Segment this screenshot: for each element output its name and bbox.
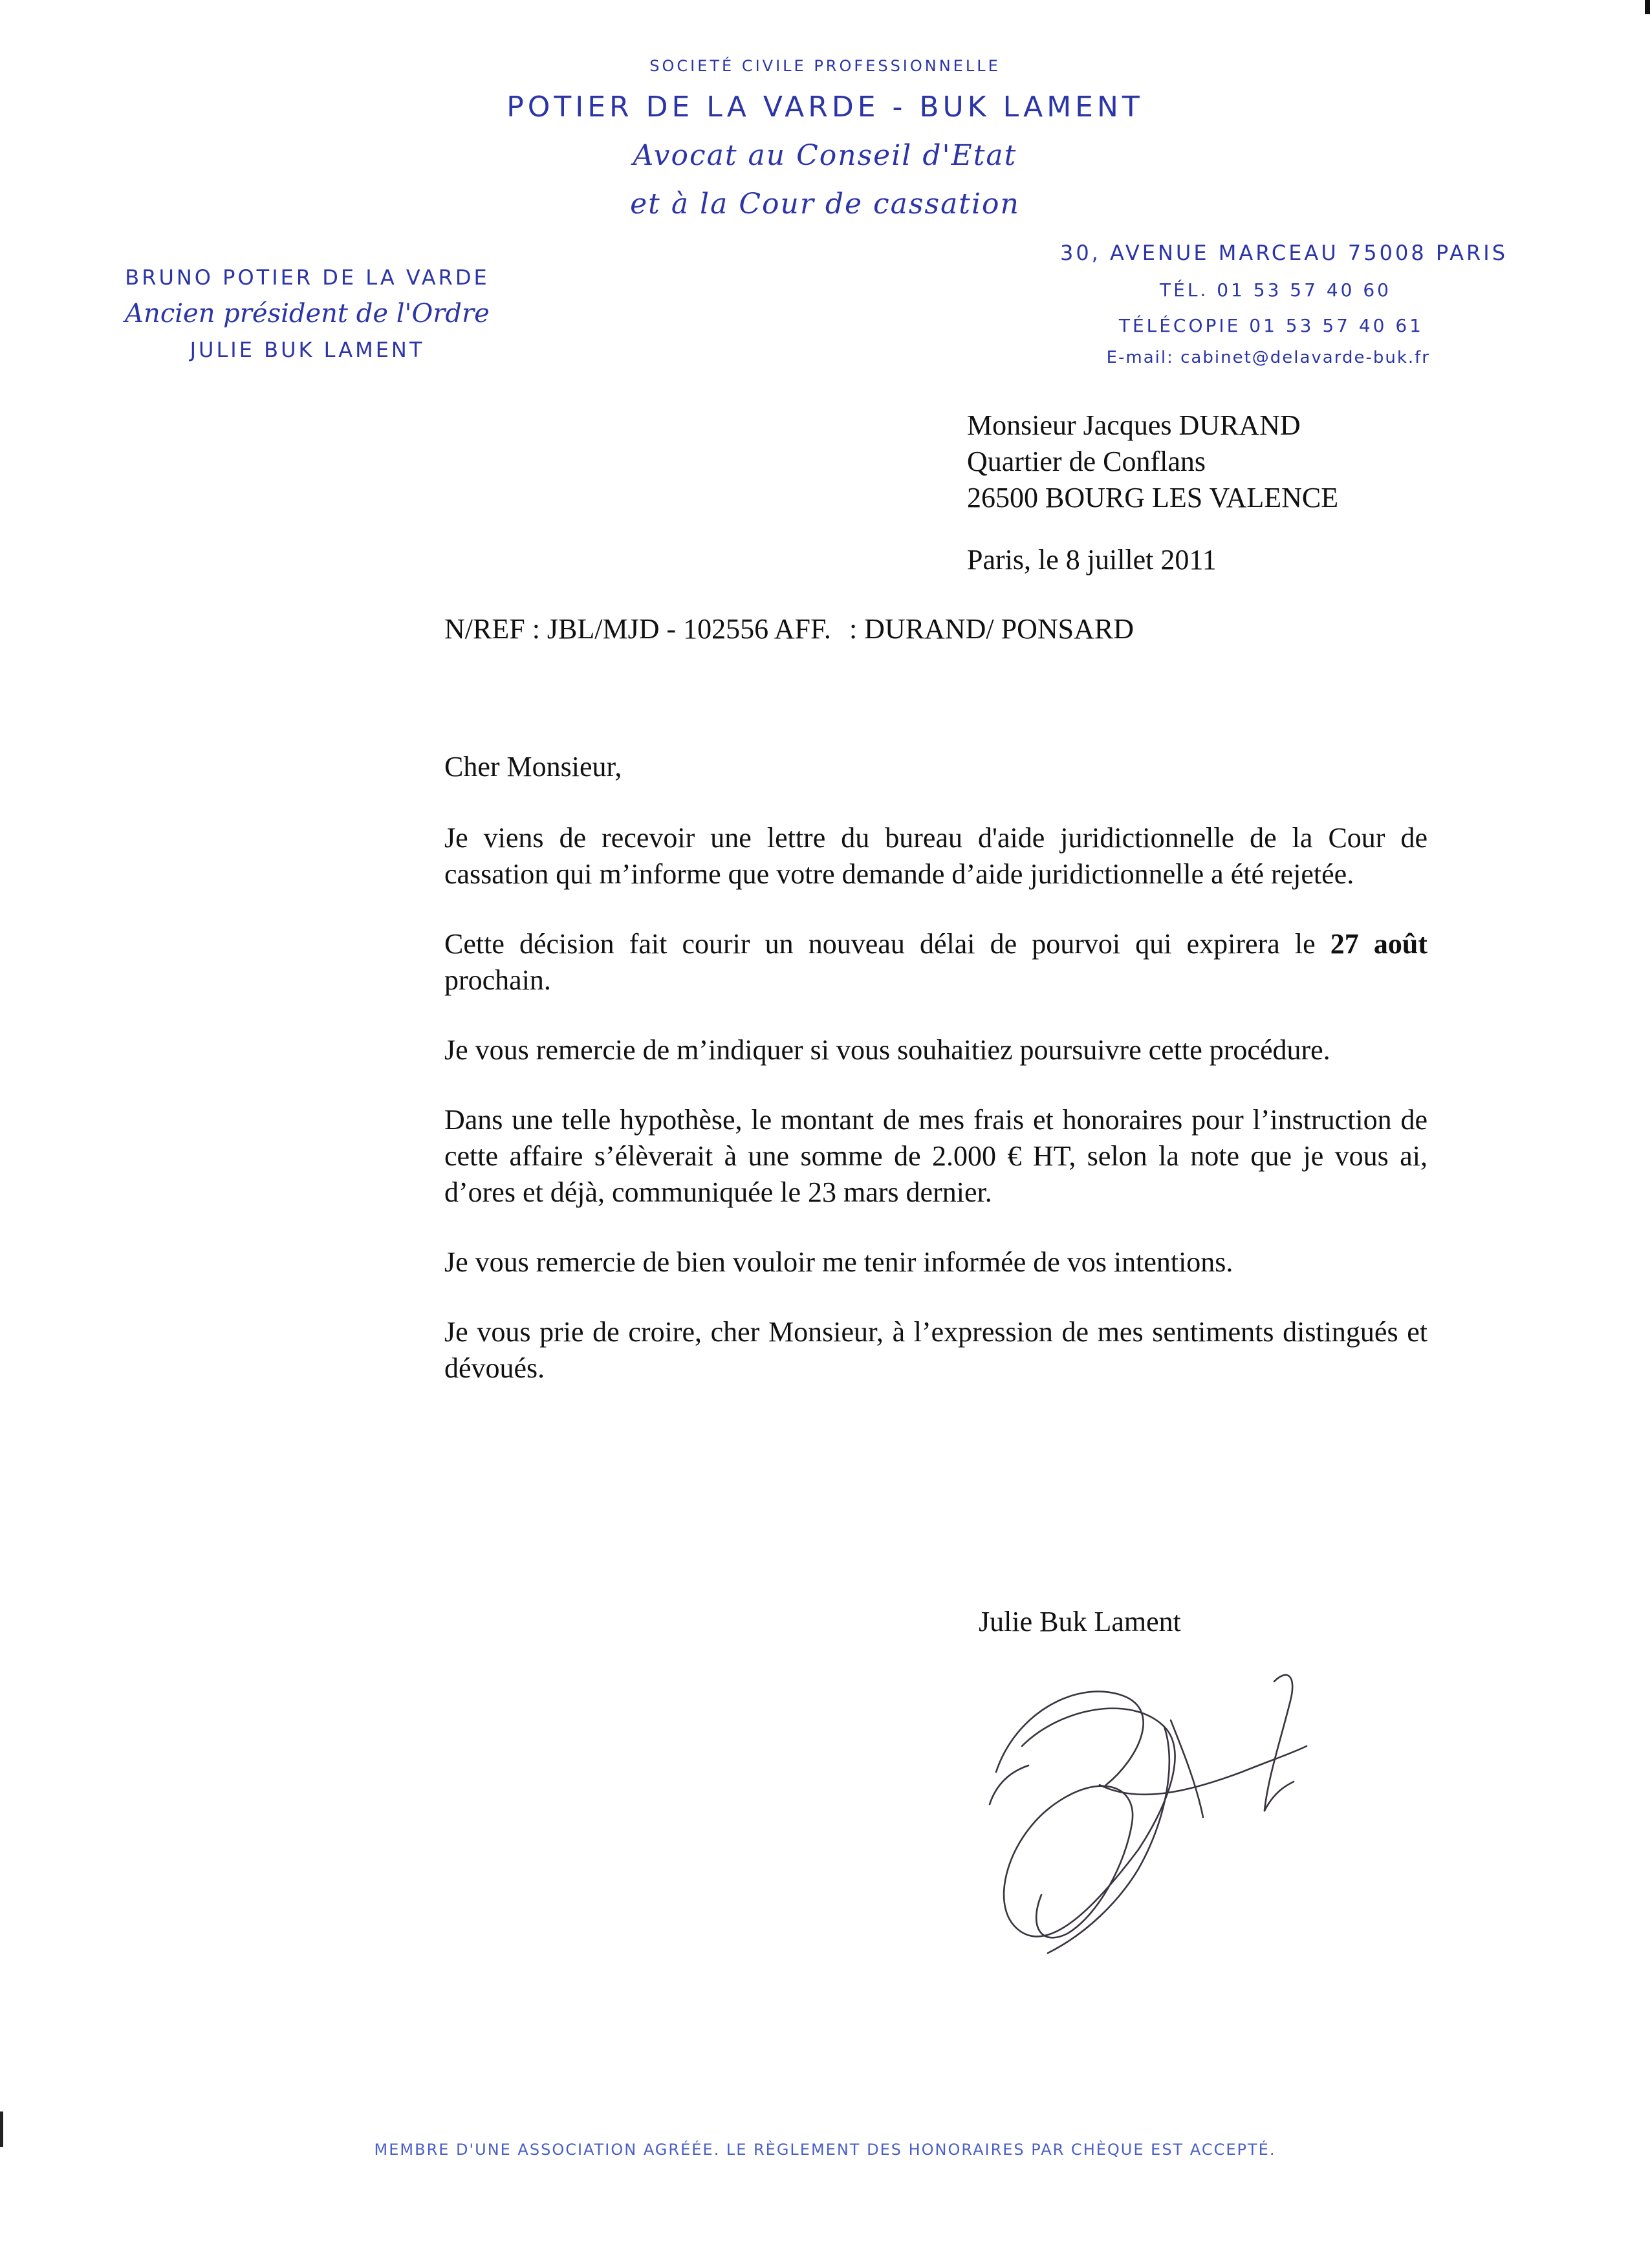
- letterhead-societe: SOCIETÉ CIVILE PROFESSIONNELLE: [649, 57, 1001, 75]
- letterhead-contact: [861, 241, 1508, 367]
- paragraph-1: Je viens de recevoir une lettre du bureau d'aide juridictionnelle de la Cour de cassation qui m’informe que votre demande d’aide juridictionnelle a été rejetée.: [444, 822, 1427, 890]
- firm-address: 30, AVENUE MARCEAU 75008 PARIS: [1059, 241, 1508, 265]
- firm-telephone: TÉL. 01 53 57 40 60: [1160, 279, 1391, 301]
- reference-number: N/REF : JBL/MJD - 102556 AFF.: [444, 613, 831, 645]
- partner2-name: JULIE BUK LAMENT: [190, 338, 425, 362]
- signer-name: Julie Buk Lament: [979, 1606, 1181, 1637]
- paragraph-4: Dans une telle hypothèse, le montant de mes frais et honoraires pour l’instruction de cette affaire s’élèverait à une somme de 2.000 € HT, selon la note que je vous ai, d’ores et déjà, communiquée le 23 mars dernier.: [444, 1104, 1427, 1208]
- paragraph-6: Je vous prie de croire, cher Monsieur, à l’expression de mes sentiments distingués et dévoués.: [444, 1316, 1427, 1384]
- partner1-name: BRUNO POTIER DE LA VARDE: [125, 265, 490, 290]
- letter-date: Paris, le 8 juillet 2011: [967, 544, 1217, 576]
- recipient-address: [967, 407, 1338, 516]
- recipient-city: 26500 BOURG LES VALENCE: [967, 482, 1339, 513]
- deadline-date: 27 août: [1330, 928, 1427, 960]
- letterhead-partners: [97, 265, 517, 362]
- letter-body: [444, 749, 1427, 1420]
- paragraph-3: Je vous remercie de m’indiquer si vous souhaitiez poursuivre cette procédure.: [444, 1034, 1330, 1066]
- paragraph-2: [444, 926, 1427, 999]
- salutation: Cher Monsieur,: [444, 751, 622, 783]
- scan-edge-mark: [1645, 0, 1650, 14]
- paragraph-2-start: Cette décision fait courir un nouveau délai de pourvoi qui expirera le: [444, 928, 1330, 960]
- footer-notice: MEMBRE D'UNE ASSOCIATION AGRÉÉE. LE RÈGLEMENT DES HONORAIRES PAR CHÈQUE EST ACCEPTÉ.: [374, 2141, 1276, 2159]
- paragraph-5: Je vous remercie de bien vouloir me tenir informée de vos intentions.: [444, 1246, 1233, 1278]
- handwritten-signature: [970, 1656, 1332, 1979]
- letterhead-motto-line2: et à la Cour de cassation: [630, 188, 1020, 221]
- letterhead-motto-line1: Avocat au Conseil d'Etat: [633, 139, 1017, 172]
- recipient-street: Quartier de Conflans: [967, 446, 1206, 477]
- reference-case: : DURAND/ PONSARD: [849, 613, 1134, 645]
- paragraph-2-end: prochain.: [444, 964, 551, 996]
- firm-email: E-mail: cabinet@delavarde-buk.fr: [1106, 348, 1430, 367]
- firm-telecopie: TÉLÉCOPIE 01 53 57 40 61: [1118, 315, 1424, 336]
- recipient-name: Monsieur Jacques DURAND: [967, 409, 1301, 441]
- letterhead-firm-name: POTIER DE LA VARDE - BUK LAMENT: [506, 91, 1144, 124]
- reference-line: [444, 611, 1134, 647]
- partner1-title: Ancien président de l'Ordre: [125, 299, 490, 329]
